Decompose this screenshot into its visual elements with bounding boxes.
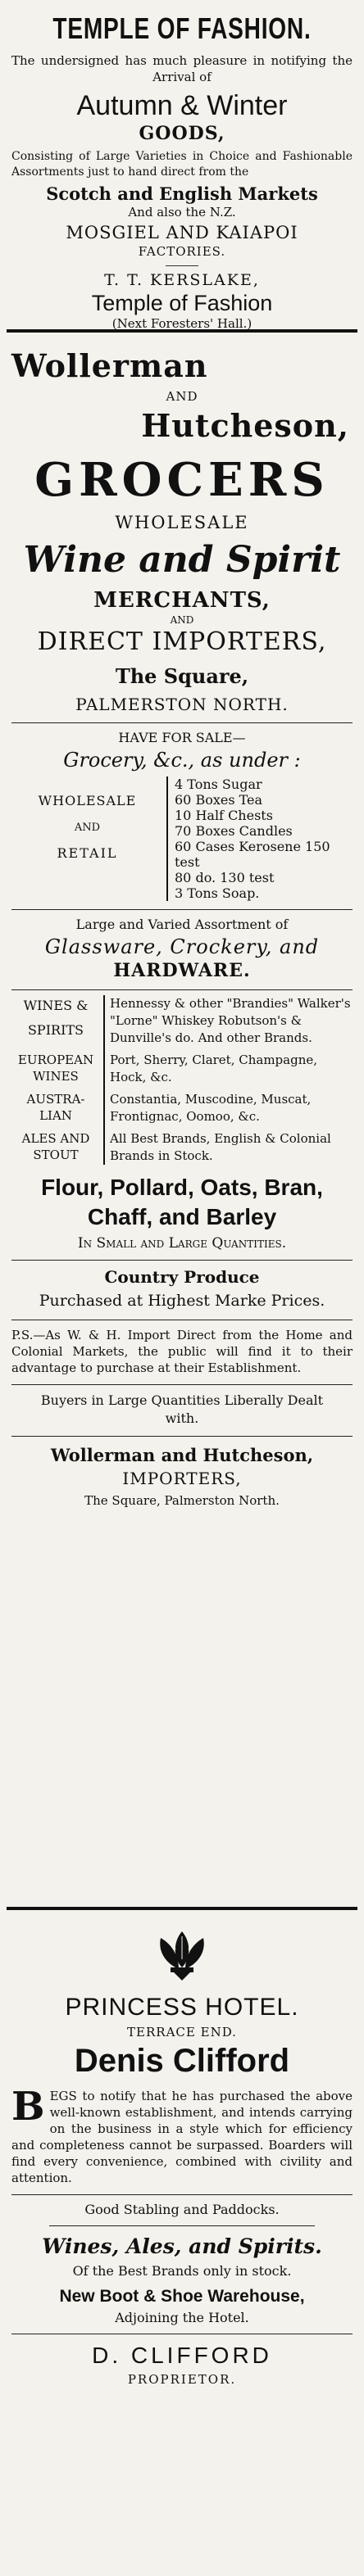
ad2-direct-importers: DIRECT IMPORTERS, (37, 627, 327, 656)
ad2-importers: IMPORTERS, (122, 1469, 242, 1488)
ad3-divider-a (11, 2194, 353, 2195)
ad2-grocers: GROCERS (34, 453, 330, 507)
ad2-have-for-sale: HAVE FOR SALE— (118, 730, 246, 745)
ad2-australian-list: Constantia, Muscodine, Muscat, Frontignac, Oomoo, &c. (104, 1086, 364, 1125)
ad3-terrace: TERRACE END. (127, 2025, 237, 2040)
ad3-proprietor: PROPRIETOR. (127, 2372, 237, 2387)
ad2-wholesale-label: WHOLESALE (38, 793, 137, 808)
ad2-grocery-table (0, 776, 364, 901)
ad2-ales-label-1: ALES AND (21, 1131, 90, 1146)
ad1-shop-name: Temple of Fashion (91, 291, 273, 315)
ad2-divider-a (11, 722, 353, 723)
ad2-ales-list: All Best Brands, English & Colonial Brands in Stock. (104, 1125, 364, 1165)
grocery-item: 4 Tons Sugar (175, 776, 262, 792)
ad2-divider-b (11, 909, 353, 910)
ad2-european-label-2: WINES (33, 1069, 79, 1084)
grocery-item: 70 Boxes Candles (175, 823, 293, 839)
grocery-item: 80 do. 130 test (175, 870, 275, 885)
grocery-item: 3 Tons Soap. (175, 885, 260, 901)
ad2-wine-and-spirit: Wine and Spirit (23, 539, 341, 581)
ad2-address: The Square, Palmerston North. (84, 1493, 280, 1508)
ad2-country-produce: Country Produce (104, 1267, 260, 1287)
divider-rule-1 (7, 329, 357, 333)
ad2-large-varied: Large and Varied Assortment of (75, 917, 289, 932)
ad2-hardware: HARDWARE. (113, 960, 251, 981)
ad2-flour: Flour, Pollard, Oats, Bran, Chaff, and Barley (41, 1175, 323, 1229)
ad2-wines-spirits-list: Hennessy & other "Brandies" Walker's "Lorne" Whiskey Robutson's & Dunville's do. And other Brands. (104, 995, 364, 1047)
ad1-factories-line1: MOSGIEL AND KAIAPOI (66, 223, 298, 242)
ad2-glassware: Glassware, Crockery, and (44, 935, 320, 958)
ad2-signature: Wollerman and Hutcheson, (50, 1445, 314, 1465)
ad3-divider-b (49, 2225, 315, 2226)
ad2-liquor-table (0, 995, 364, 1165)
grocery-item: 10 Half Chests (175, 808, 273, 823)
ad-princess-hotel (0, 1913, 364, 2576)
ad-wollerman-hutcheson (0, 336, 364, 1900)
ad2-name2: Hutcheson, (141, 407, 349, 444)
ad-temple-of-fashion (0, 0, 364, 332)
ad2-quantities: In Small and Large Quantities. (77, 1235, 287, 1252)
ad3-brands: Of the Best Brands only in stock. (72, 2263, 292, 2279)
ad2-name1: Wollerman (11, 347, 208, 384)
ad2-european-label-1: EUROPEAN (17, 1053, 94, 1067)
ad3-warehouse: New Boot & Shoe Warehouse, (59, 2287, 305, 2306)
ad1-markets: Scotch and English Markets (46, 183, 318, 204)
ad2-ales-label-2: STOUT (33, 1148, 79, 1162)
ad2-wines-spirits-label-1: WINES & (23, 998, 89, 1013)
ad1-location: (Next Foresters' Hall.) (111, 316, 253, 331)
ad2-divider-f (11, 1384, 353, 1385)
ad2-australian-label-1: AUSTRA- (26, 1092, 85, 1107)
ad2-retail-label: RETAIL (57, 845, 118, 861)
ad2-wholesale: WHOLESALE (115, 513, 249, 532)
grocery-item: 60 Cases Kerosene 150 test (175, 839, 330, 870)
ad3-signature: D. CLIFFORD (92, 2343, 272, 2368)
ad1-factories-line2: FACTORIES. (138, 244, 226, 259)
ad1-intro: The undersigned has much pleasure in notifying the Arrival of (11, 53, 353, 84)
ad2-and-2: AND (170, 614, 194, 626)
ad2-the-square: The Square, (115, 664, 249, 688)
ad3-body-wrap (11, 2084, 353, 2186)
ad1-goods: GOODS, (139, 123, 225, 144)
ad2-divider-g (11, 1436, 353, 1437)
ad2-ps: P.S.—As W. & H. Import Direct from the Home and Colonial Markets, the public will find it to their advantage to purchase at their Establishment. (11, 1328, 353, 1375)
ad3-owner: Denis Clifford (74, 2043, 290, 2079)
ad2-merchants: MERCHANTS, (93, 588, 271, 613)
ad2-and: AND (166, 389, 198, 404)
grocery-item: 60 Boxes Tea (175, 792, 263, 808)
ad2-divider-d (11, 1260, 353, 1261)
ad2-purchased: Purchased at Highest Marke Prices. (39, 1292, 325, 1310)
ad1-headline: Autumn & Winter (76, 90, 288, 121)
ad1-divider (166, 265, 198, 266)
divider-rule-2 (7, 1907, 357, 1910)
ad2-town: PALMERSTON NORTH. (75, 695, 289, 714)
ad2-european-list: Port, Sherry, Claret, Champagne, Hock, &c. (104, 1047, 364, 1086)
ad2-and-label: AND (74, 822, 101, 834)
ad2-australian-label-2: LIAN (39, 1108, 72, 1123)
ad3-body: EGS to notify that he has purchased the above well-known establishment, and intends carrying on the business in a style which for efficiency and completeness cannot be surpassed. Boarders will find every convenience, combined with civility and attention. (11, 2089, 353, 2185)
ad3-adjoining: Adjoining the Hotel. (115, 2310, 249, 2325)
ad3-hotel-name: PRINCESS HOTEL. (65, 1994, 299, 2021)
ad2-buyers: Buyers in Large Quantities Liberally Dealt with. (40, 1392, 324, 1426)
ad1-proprietor: T. T. KERSLAKE, (104, 271, 260, 289)
ad1-also: And also the N.Z. (128, 205, 236, 220)
ad3-wines: Wines, Ales, and Spirits. (42, 2234, 322, 2258)
ad1-description: Consisting of Large Varieties in Choice and Fashionable Assortments just to hand direct from the (11, 150, 353, 179)
prince-of-wales-feathers-icon (149, 1926, 215, 1984)
ad3-dropcap: B (11, 2084, 45, 2130)
ad2-wines-spirits-label-2: SPIRITS (27, 1022, 84, 1038)
ad3-stabling: Good Stabling and Paddocks. (84, 2202, 280, 2217)
ad1-title: TEMPLE OF FASHION. (52, 11, 312, 45)
ad2-divider-c (11, 989, 353, 990)
ad2-grocery-heading: Grocery, &c., as under : (63, 749, 301, 772)
